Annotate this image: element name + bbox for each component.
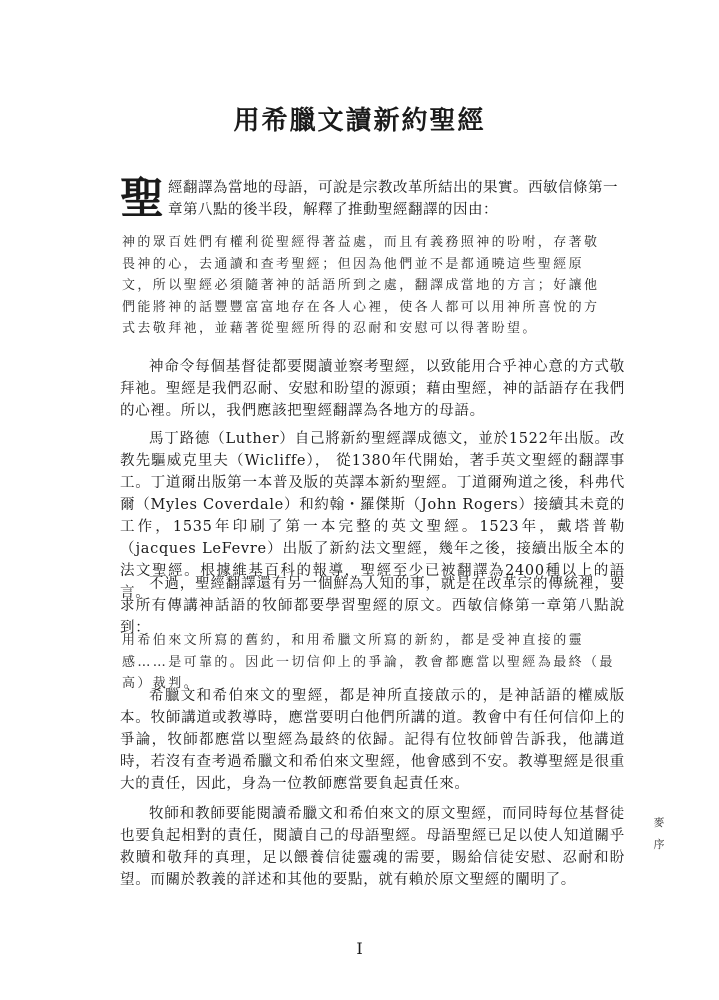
drop-cap: 聖 bbox=[120, 173, 164, 224]
side-section-label: 麥 序 bbox=[653, 816, 665, 851]
intro-paragraph bbox=[120, 173, 625, 224]
body-paragraph-1: 神命令每個基督徒都要閱讀並察考聖經，以致能用合乎神心意的方式敬拜祂。聖經是我們忍耐、安慰和盼望的源頭；藉由聖經，神的話語存在我們的心裡。所以，我們應該把聖經翻譯為各地方的母語。 bbox=[120, 359, 625, 419]
confession-quote-2: 用希伯來文所寫的舊約，和用希臘文所寫的新約，都是受神直接的靈感……是可靠的。因此一切信仰上的爭論，教會都應當以聖經為最終（最高）裁判。 bbox=[122, 633, 615, 691]
body-paragraph-2: 馬丁路德（Luther）自己將新約聖經譯成德文，並於1522年出版。改教先驅威克里夫（Wicliffe）， 從1380年代開始，著手英文聖經的翻譯事工。丁道爾出版第一本普及版的英譯本新約聖經。丁道爾殉道之後，科弗代爾（Myles Coverdale）和約翰・羅傑斯（John Rogers）接續其未竟的工作，1535年印刷了第一本完整的英文聖經。1523年，戴塔普勒（jacques LeFevre）出版了新約法文聖經，幾年之後，接續出版全本的法文聖經。根據維基百科的報導，聖經至少已被翻譯為2400種以上的語言。 bbox=[120, 431, 625, 601]
body-paragraph-5: 牧師和教師要能閱讀希臘文和希伯來文的原文聖經，而同時每位基督徒也要負起相對的責任，閱讀自己的母語聖經。母語聖經已足以使人知道關乎救贖和敬拜的真理，足以餵養信徒靈魂的需要，賜給信徒安慰、忍耐和盼望。而關於教義的詳述和其他的要點，就有賴於原文聖經的闡明了。 bbox=[120, 806, 625, 888]
body-paragraph-3: 不過，聖經翻譯還有另一個鮮為人知的事，就是在改革宗的傳統裡，要求所有傳講神話語的牧師都要學習聖經的原文。西敏信條第一章第八點說到： bbox=[120, 576, 625, 636]
page-number: I bbox=[356, 939, 363, 958]
body-paragraph-4: 希臘文和希伯來文的聖經，都是神所直接啟示的，是神話語的權威版本。牧師講道或教導時，應當要明白他們所講的道。教會中有任何信仰上的爭論，牧師都應當以聖經為最終的依歸。記得有位牧師曾告訴我，他講道時，若沒有查考過希臘文和希伯來文聖經，他會感到不安。教導聖經是很重大的責任，因此，身為一位教師應當要負起責任來。 bbox=[120, 688, 625, 792]
confession-quote-1: 神的眾百姓們有權利從聖經得著益處，而且有義務照神的吩咐，存著敬畏神的心，去通讀和查考聖經；但因為他們並不是都通曉這些聖經原文，所以聖經必須隨著神的話語所到之處，翻譯成當地的方言；好讓他們能將神的話豐豐富富地存在各人心裡，使各人都可以用神所喜悅的方式去敬拜祂，並藉著從聖經所得的忍耐和安慰可以得著盼望。 bbox=[122, 235, 600, 336]
intro-text: 經翻譯為當地的母語，可說是宗教改革所結出的果實。西敏信條第一章第八點的後半段，解釋了推動聖經翻譯的因由： bbox=[168, 180, 618, 218]
page-title: 用希臘文讀新約聖經 bbox=[233, 106, 486, 136]
